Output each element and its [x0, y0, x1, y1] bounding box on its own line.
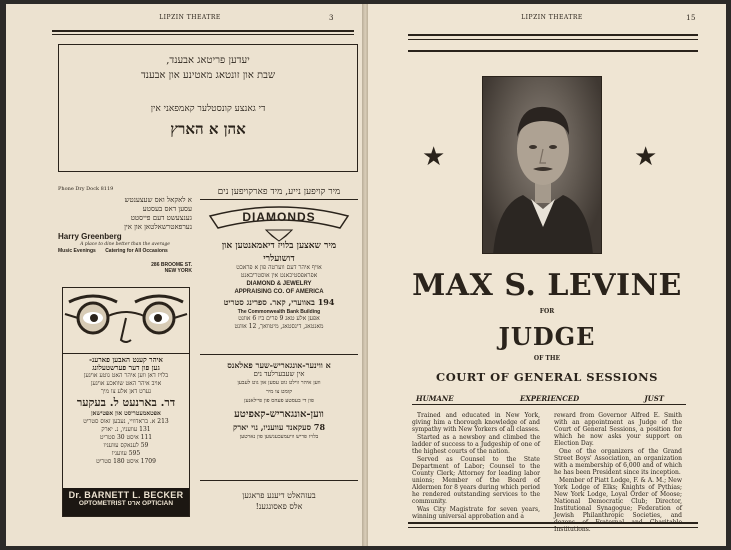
bio-column-right [554, 412, 682, 534]
header-rule [408, 34, 698, 36]
ad-line: מיר שאצען בלויז דיאמאנטען און [221, 241, 337, 251]
address-line: 111 איסט 30 סטריט [99, 434, 153, 441]
bio-paragraph: Started as a newsboy and climbed the ladder of success to a Judgeship of one of the highest courts of the nation. [412, 434, 540, 455]
music-label: Music Evenings [58, 248, 96, 254]
running-head-left [46, 14, 334, 28]
for-label: FOR [539, 308, 555, 315]
running-head-title: LIPZIN THEATRE [159, 14, 221, 21]
hours-line: מאנטאג, דינסטאג, מיטוואך, 12 אוונט [234, 322, 324, 330]
ad-line: יעדען פריטאג אבענד, [166, 55, 250, 66]
doctor-name: דר. בארנעט ל. בעקער [76, 396, 176, 409]
address-line: 1709 איסט 180 סטריט [96, 458, 156, 465]
ad-line: אויב איהר האט שוואכע אויגען [90, 380, 162, 387]
ad-footer-line [58, 248, 192, 254]
ad-heading: איהר קענט האבען פארענ- [89, 355, 163, 364]
eyes-icon [63, 288, 189, 354]
slogan-humane: HUMANE [416, 394, 454, 403]
ad-line: די גאנצע קונסטלער קאמפאני אין [150, 104, 266, 114]
ad-slogan: A place to dine better than the average [80, 242, 170, 247]
ad-line: נערפאטרשאלטאן און אין [124, 223, 192, 231]
ad-line: קומט צו מיר [265, 389, 293, 395]
portrait-icon [483, 77, 602, 254]
ad-divider [200, 480, 358, 481]
closing-ad [200, 490, 358, 512]
star-icon: ★ [634, 142, 658, 172]
footer-rule-thin [408, 527, 698, 528]
bio-paragraph: One of the organizers of the Grand Street Boys' Association, an organization with a membership of 6,000 and of which he has been President since its inception. [554, 448, 682, 476]
address-line: 595 עוועניו [111, 450, 141, 457]
running-head-right [408, 14, 696, 28]
header-rule-thin [408, 39, 698, 40]
of-the-label: OF THE [533, 355, 561, 362]
company-name: DIAMOND & JEWELRY [246, 281, 312, 287]
company-name: APPRAISING CO. OF AMERICA [234, 289, 324, 295]
address-line: NEW YORK [164, 268, 192, 274]
restaurant-name: ווען-אונגאריש-קאפיטע [234, 409, 324, 420]
address-line: 213 א. בראדוויי, נעבען זאוס סטריט [83, 418, 169, 425]
wien-restaurant-ad [200, 360, 358, 470]
bio-paragraph: Was City Magistrate for seven years, winning universal approbation and a [412, 506, 540, 520]
becker-optometrist-ad [62, 287, 190, 517]
footer-title [63, 500, 189, 507]
business-address [151, 262, 192, 274]
footer-name: Dr. BARNETT L. BECKER [68, 490, 184, 500]
page-number: 3 [329, 14, 334, 22]
ad-line: עסען דאס בעסטע [142, 205, 192, 213]
header-rule [52, 30, 354, 32]
running-head-title: LIPZIN THEATRE [521, 14, 583, 21]
ad-line: גערט דאן אלע צו מיך [100, 388, 152, 395]
ad-line: אפראפסטיכאנט אין אוסטריבאנט [240, 271, 318, 279]
ad-line: בלויז פריש וויעמעכעגשען פון נארטען [239, 434, 319, 440]
address-line: 286 BROOME ST. [151, 262, 192, 268]
slogan-just: JUST [644, 394, 664, 403]
bio-paragraph: Served as Counsel to the State Department of Labor; Counsel to the County Clerk; Attorney for leading labor unions; Member of the Board of Aldermen for 8 years during which period he rendered outstanding services to the community. [412, 456, 541, 505]
ad-subheading: אין שעבערלעד נים [253, 370, 305, 378]
diamond-appraising-ad [200, 186, 358, 336]
header-rule-thin [52, 34, 354, 35]
ad-line: פון די בעסטע פעהס פון פיילאנען [244, 398, 314, 404]
business-address: 194 באווערי, קאר. ספרינג סטריט [223, 297, 335, 307]
ad-line: א לאקאל ואס שעצענטש [124, 196, 192, 204]
catering-label: Catering for All Occasions [105, 248, 168, 254]
slogan-experienced: EXPERIENCED [520, 394, 580, 403]
ad-body [63, 354, 189, 468]
theatre-schedule-ad [58, 44, 358, 172]
ad-line: אויף איהר דעם ווערטה פון א פראכט [236, 264, 322, 271]
business-address: 78 סעקאנד עוועניו, נוי יארק [232, 422, 326, 432]
left-page [6, 4, 364, 546]
diamonds-logo: DIAMONDS [242, 210, 316, 224]
ad-divider [200, 199, 358, 200]
office-title: JUDGE [498, 322, 596, 351]
doctor-title: אפטאמעטריסט און אפטישאן [91, 410, 161, 417]
becker-footer-banner [63, 488, 189, 516]
candidate-portrait [482, 76, 602, 254]
header-rule [408, 50, 698, 52]
ad-line: שבת און זונטאג מאטינע און אבענד [140, 70, 276, 81]
ad-hebrew-text [58, 196, 192, 232]
slogan-row [416, 394, 664, 404]
address-line: 131 עוועניו, נ. יארק [101, 426, 151, 433]
candidate-name: MAX S. LEVINE [412, 268, 682, 303]
phone-number: Phone Dry Dock 8119 [58, 186, 114, 192]
footer-rule [408, 522, 698, 524]
ad-line: דושועלרי [263, 254, 295, 264]
bio-column-left [412, 412, 540, 521]
candidate-biography [412, 412, 682, 533]
business-owner-name: Harry Greenberg [58, 232, 122, 241]
greenberg-restaurant-ad [58, 186, 192, 282]
footer-hebrew-label: ארט [127, 500, 141, 507]
ad-heading: גען פון דער פערשטעלונג [92, 363, 160, 372]
address-line: 59 לענאקס עוועניו [103, 442, 149, 449]
ad-divider [200, 354, 358, 355]
page-number: 15 [686, 14, 696, 22]
bio-paragraph: reward from Governor Alfred E. Smith with an appointment as Judge of the Court of General Sessions, a position for which he now asks your support on Election Day. [554, 412, 682, 447]
eyeglasses-illustration [63, 288, 189, 354]
right-page [368, 4, 726, 546]
optician-label: OPTICIAN [142, 500, 174, 507]
play-title: אהן א הארץ [170, 120, 246, 138]
optometrist-label: OPTOMETRIST [78, 500, 126, 507]
slogan-rule [412, 404, 686, 405]
bio-paragraph: Member of Piatt Lodge, F. & A. M.; New York Lodge of Elks; Knights of Pythias; New York Lodge, Loyal Order of Moose; National Democratic Club; Director, Institutional Synagogue; Federation of Jewish Philanthropic Societies, and dozens of Fraternal and Charitable Institutions. [554, 477, 682, 533]
building-name: The Commonwealth Bank Building [237, 309, 321, 315]
court-name: COURT OF GENERAL SESSIONS [436, 370, 658, 384]
ad-line: אלס פאסונגענ! [255, 502, 303, 511]
ad-heading: א ווינער-אונגאריש-שער פאלאנס [227, 360, 331, 370]
star-icon: ★ [422, 142, 446, 172]
hours-line: אפען אלע טאג 9 פרים ביז 6 אוונט [238, 315, 320, 322]
ad-line: בעזהאלט דיענע פראגען [242, 491, 316, 500]
ad-line: בלויז דאן ווען איהר האט גוטע אויגען [83, 372, 169, 379]
ad-line: גענצעשט דעם פייסטט [130, 214, 192, 222]
ad-line: ווען איהר ווילט גוט עסען און גוט לעבען [237, 380, 321, 386]
ad-heading: מיר קויפען נייע, מיד פארקויפען נים [217, 187, 341, 197]
bio-paragraph: Trained and educated in New York, giving him a thorough knowledge of and sympathy with New Yorkers of all classes. [412, 412, 540, 433]
